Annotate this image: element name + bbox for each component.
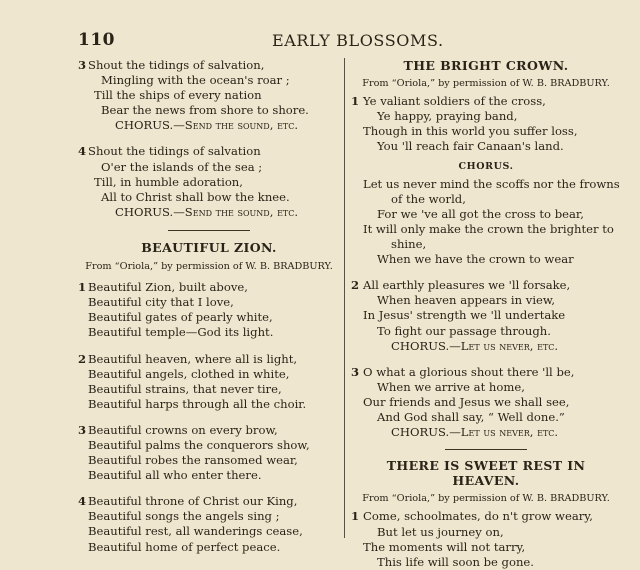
chorus-line: When we have the crown to wear — [377, 252, 574, 267]
chorus-reference: CHORUS.—Send the sound, etc. — [115, 204, 299, 219]
verse-line: 2 Beautiful heaven, where all is light, — [78, 351, 298, 366]
stanza — [78, 280, 340, 340]
stanza — [78, 352, 340, 412]
verse-line: Beautiful home of perfect peace. — [88, 539, 281, 554]
verse-line: 1 Beautiful Zion, built above, — [78, 280, 248, 295]
verse-line: Beautiful songs the angels sing ; — [88, 509, 280, 524]
verse-line: 1 Come, schoolmates, do n't grow weary, — [351, 509, 593, 524]
verse-line: 2 All earthly pleasures we 'll forsake, — [351, 278, 571, 293]
verse-line: Our friends and Jesus we shall see, — [363, 394, 570, 409]
column-divider — [344, 58, 345, 538]
verse-number: 1 — [78, 280, 87, 295]
verse-line: 3 O what a glorious shout there 'll be, — [351, 364, 575, 379]
verse-line: 4 Beautiful throne of Christ our King, — [78, 494, 298, 509]
verse-line: Beautiful rest, all wanderings cease, — [88, 524, 303, 539]
hymn-credit: From “Oriola,” by permission of W. B. BRADBURY. — [362, 493, 610, 505]
verse-line: Beautiful city that I love, — [88, 295, 234, 310]
verse-number: 1 — [351, 509, 360, 524]
verse-line: And God shall say, “ Well done.” — [377, 409, 565, 424]
verse-number: 3 — [78, 58, 87, 72]
stanza — [351, 509, 621, 569]
hymn-title: THERE IS SWEET REST IN HEAVEN. — [386, 458, 586, 489]
chorus-line: of the world, — [391, 191, 466, 206]
stanza — [351, 365, 621, 440]
chorus-reference: CHORUS.—Let us never, etc. — [391, 338, 559, 353]
verse-number: 3 — [78, 422, 87, 437]
verse-number: 4 — [78, 494, 87, 509]
chorus-line: Let us never mind the scoffs nor the frowns — [363, 176, 620, 191]
verse-line: Beautiful gates of pearly white, — [88, 310, 273, 325]
verse-line: 4 Shout the tidings of salvation — [78, 144, 261, 159]
stanza — [78, 58, 340, 133]
chorus-line: It will only make the crown the brighter to — [363, 221, 614, 236]
hymn-title: BEAUTIFUL ZION. — [141, 239, 277, 255]
verse-line: When heaven appears in view, — [377, 293, 556, 308]
verse-number: 2 — [351, 278, 360, 293]
running-title: EARLY BLOSSOMS. — [272, 31, 444, 50]
chorus-reference: CHORUS.—Send the sound, etc. — [115, 118, 299, 133]
verse-line: 1 Ye valiant soldiers of the cross, — [351, 94, 546, 109]
verse-line: Beautiful all who enter there. — [88, 468, 262, 483]
verse-line: You 'll reach fair Canaan's land. — [377, 139, 564, 154]
verse-line: Bear the news from shore to shore. — [101, 103, 309, 118]
verse-number: 2 — [78, 351, 87, 366]
stanza — [78, 423, 340, 483]
verse-line: Beautiful strains, that never tire, — [88, 381, 282, 396]
verse-line: But let us journey on, — [377, 524, 504, 539]
verse-number: 1 — [351, 94, 360, 109]
chorus-line: shine, — [391, 237, 427, 252]
verse-line: This life will soon be gone. — [377, 554, 534, 569]
verse-line: Beautiful harps through all the choir. — [88, 396, 307, 411]
verse-line: To fight our passage through. — [377, 323, 551, 338]
stanza — [351, 278, 621, 353]
verse-line: Though in this world you suffer loss, — [363, 124, 578, 139]
verse-line: Beautiful robes the ransomed wear, — [88, 453, 298, 468]
stanza — [351, 94, 621, 154]
verse-line: 3 Shout the tidings of salvation, — [78, 58, 265, 72]
verse-line: O'er the islands of the sea ; — [101, 159, 263, 174]
verse-number: 4 — [78, 144, 87, 159]
chorus — [351, 177, 621, 268]
stanza — [78, 494, 340, 554]
hymn-title: THE BRIGHT CROWN. — [403, 58, 569, 73]
chorus-line: For we 've all got the cross to bear, — [377, 206, 584, 221]
verse-line: When we arrive at home, — [377, 379, 525, 394]
verse-line: Beautiful palms the conquerors show, — [88, 437, 310, 452]
chorus-label: CHORUS. — [458, 160, 514, 172]
verse-line: The moments will not tarry, — [363, 539, 526, 554]
verse-line: In Jesus' strength we 'll undertake — [363, 308, 566, 323]
verse-line: Beautiful temple—God its light. — [88, 325, 274, 340]
hymn-credit: From “Oriola,” by permission of W. B. BRADBURY. — [362, 78, 610, 90]
page-number: 110 — [78, 30, 115, 50]
verse-line: Ye happy, praying band, — [377, 109, 518, 124]
verse-number: 3 — [351, 364, 360, 379]
chorus-reference: CHORUS.—Let us never, etc. — [391, 425, 559, 440]
verse-line: Beautiful angels, clothed in white, — [88, 366, 290, 381]
verse-line: All to Christ shall bow the knee. — [101, 189, 290, 204]
stanza — [78, 144, 340, 219]
verse-line: 3 Beautiful crowns on every brow, — [78, 422, 278, 437]
left-column — [78, 58, 340, 555]
hymn-credit: From “Oriola,” by permission of W. B. BRADBURY. — [85, 261, 333, 273]
verse-line: Mingling with the ocean's roar ; — [101, 73, 290, 88]
verse-line: Till the ships of every nation — [94, 88, 262, 103]
right-column — [351, 58, 621, 570]
verse-line: Till, in humble adoration, — [94, 174, 243, 189]
